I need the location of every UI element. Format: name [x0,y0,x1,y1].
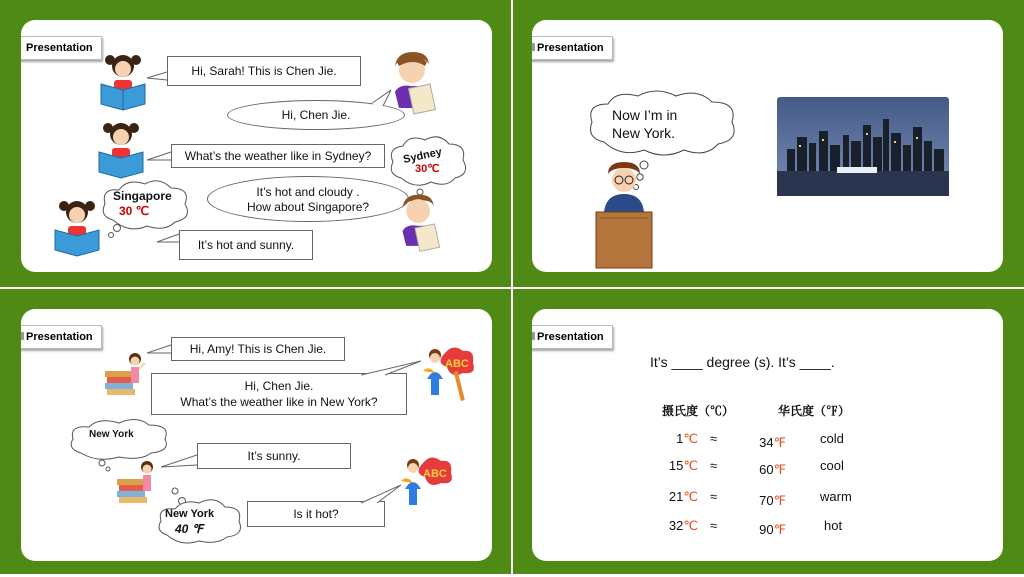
slide-temperature-table[interactable] [532,309,1003,561]
celsius-unit: ℃ [683,489,698,504]
celsius-unit: ℃ [683,431,698,446]
city-label: New York [89,429,134,440]
header-fahrenheit: 华氏度（℉） [778,404,851,418]
girl-with-abc-balloons-icon [423,345,477,405]
girl-with-abc-balloons-icon [401,455,455,515]
slide-dialogue-new-york[interactable] [21,309,492,561]
speech-line: It’s hot and cloudy . [256,185,360,199]
approx-sign: ≈ [710,518,718,533]
square-icon [532,43,535,51]
weather-word: warm [820,489,852,504]
fahrenheit-value [750,435,786,451]
speech-line: What’s the weather like in New York? [180,395,378,409]
speech-tail [361,361,423,375]
boy-reading-icon [397,192,441,254]
girl-reading-icon [97,122,147,178]
thought-line: Now I’m in [612,107,678,123]
fahrenheit-value [750,493,786,509]
speech-box: Hi, Sarah! This is Chen Jie. [167,56,361,86]
temperature-label: 30℃ [415,163,440,175]
thought-dot [107,224,123,240]
fahrenheit-value [750,462,786,478]
svg-text:ABC: ABC [423,468,447,480]
girl-on-books-icon [105,351,145,399]
thought-dot [97,459,113,473]
slide-new-york-intro[interactable] [532,20,1003,272]
fahrenheit-unit: ℉ [773,522,786,537]
fahrenheit-unit: ℉ [773,462,786,477]
fahrenheit-number: 70 [759,493,774,508]
boy-reading-icon [389,52,437,114]
speech-box: What’s the weather like in Sydney? [171,144,385,168]
celsius-number: 15 [668,458,684,473]
speech-box: It’s hot and sunny. [179,230,313,260]
speech-tail [361,485,403,503]
fill-in-sentence: It’s ____ degree (s). It’s ____. [650,354,835,370]
speech-tail [147,152,173,162]
cloud-bubble [67,419,171,461]
presentation-tag: Presentation [21,36,102,60]
teacher-at-podium-icon [596,162,652,268]
temperature-label: 40 ℉ [175,522,204,536]
speech-tail [157,234,181,244]
approx-sign: ≈ [710,458,718,473]
tag-label: Presentation [26,331,93,343]
speech-box: Hi, Amy! This is Chen Jie. [171,337,345,361]
speech-box [151,373,407,415]
slide-dialogue-sydney[interactable] [21,20,492,272]
weather-word: cold [820,431,844,446]
fahrenheit-unit: ℉ [773,435,786,450]
speech-box: Is it hot? [247,501,385,527]
approx-sign: ≈ [710,431,718,446]
celsius-unit: ℃ [683,458,698,473]
speech-tail [147,345,173,355]
fahrenheit-number: 60 [759,462,774,477]
tag-label: Presentation [537,331,604,343]
new-york-skyline-image [777,97,949,196]
presentation-tag [532,325,613,349]
celsius-value [660,518,698,534]
speech-tail [147,72,169,82]
thought-line: New York. [612,125,676,141]
celsius-value [660,489,698,505]
divider [0,287,1024,289]
weather-word: cool [820,458,844,473]
celsius-number: 1 [676,431,684,446]
tag-label: Presentation [537,42,604,54]
celsius-value [660,458,698,474]
city-label: Singapore [113,189,172,203]
celsius-number: 32 [668,518,684,533]
presentation-tag [532,36,613,60]
svg-text:ABC: ABC [445,358,469,370]
city-label: New York [165,508,215,520]
header-celsius: 摄氏度（℃） [662,404,735,418]
girl-reading-icon [53,200,103,256]
city-label: Sydney [402,146,443,166]
speech-line: Hi, Chen Jie. [244,379,314,393]
square-icon [21,332,24,340]
temperature-label: 30 ℃ [119,204,150,218]
celsius-unit: ℃ [683,518,698,533]
speech-tail [161,455,199,469]
celsius-value [660,431,698,447]
thought-text [612,106,677,142]
fahrenheit-unit: ℉ [773,493,786,508]
square-icon [532,332,535,340]
fahrenheit-number: 34 [759,435,774,450]
weather-word: hot [824,518,843,533]
approx-sign: ≈ [710,489,718,504]
fahrenheit-value [750,522,786,538]
fahrenheit-number: 90 [759,522,774,537]
celsius-number: 21 [668,489,684,504]
speech-box: It’s sunny. [197,443,351,469]
girl-on-books-icon [117,459,157,507]
speech-ellipse [207,176,409,222]
speech-tail [371,90,393,106]
speech-ellipse: Hi, Chen Jie. [227,100,405,130]
girl-reading-icon [99,54,149,110]
presentation-tag [21,325,102,349]
speech-line: How about Singapore? [246,200,370,214]
